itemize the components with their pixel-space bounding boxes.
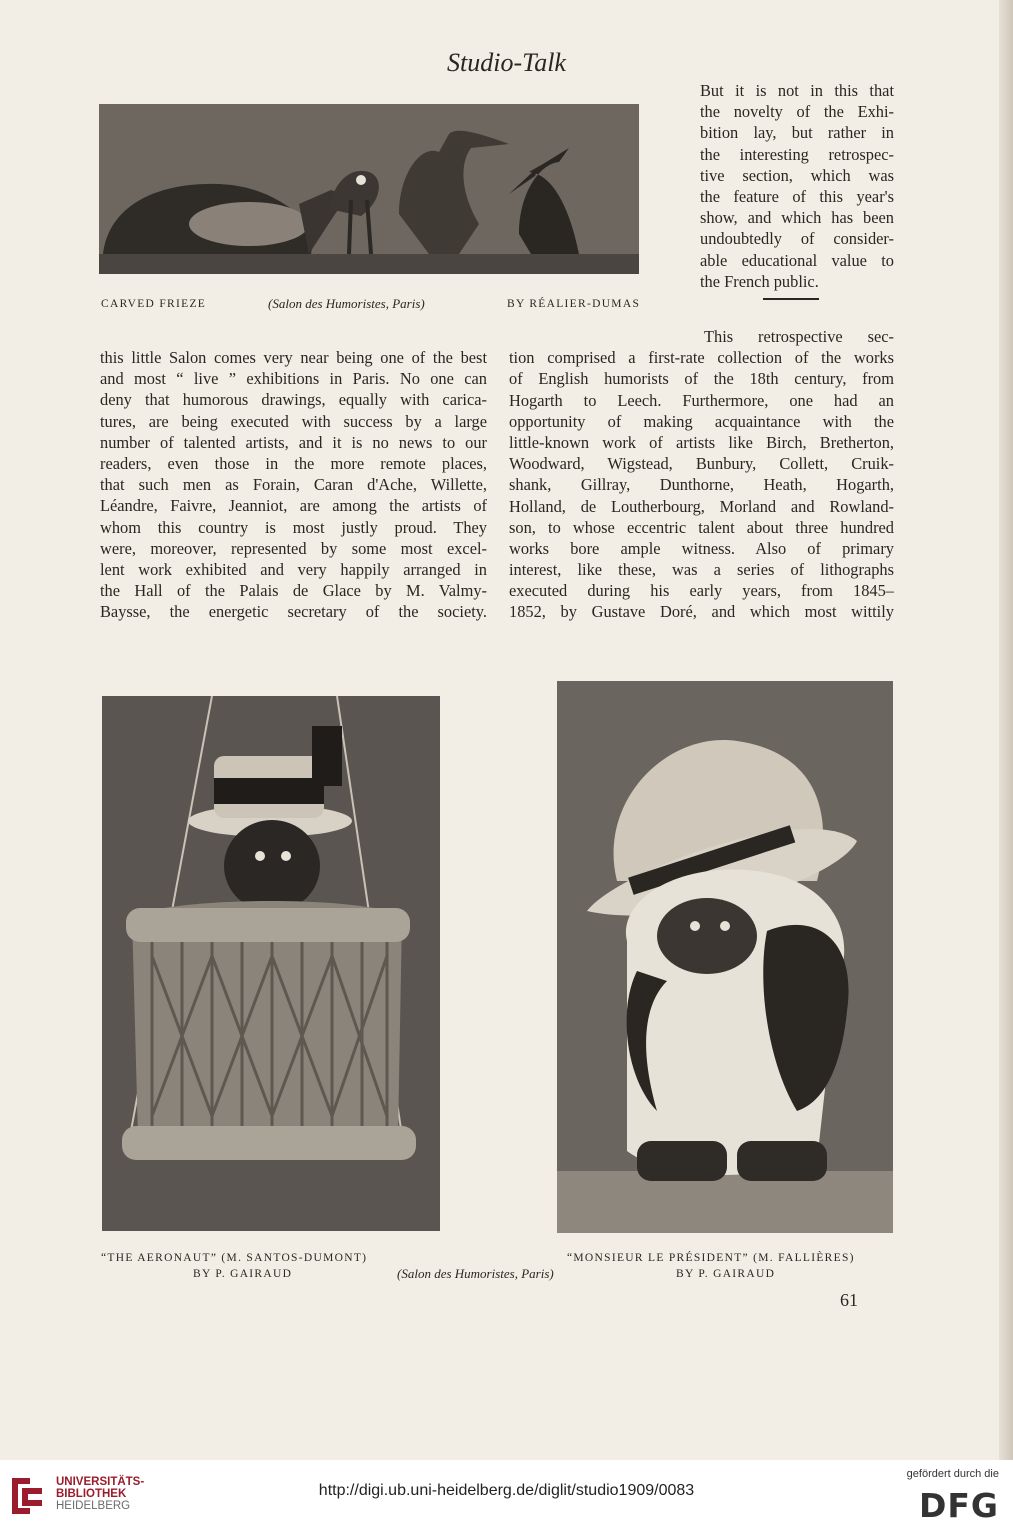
right-column-paragraph: [509, 326, 894, 623]
text-line: shank, Gillray, Dunthorne, Heath, Hogarth,: [509, 475, 894, 495]
frieze-illustration: [99, 104, 639, 274]
text-line: the feature of this year's: [700, 186, 894, 206]
text-line: tures, are being executed with success by a large: [100, 411, 487, 431]
running-head: Studio-Talk: [447, 48, 566, 77]
aeronaut-caption-artist: BY P. GAIRAUD: [193, 1268, 293, 1280]
text-line: lent work exhibited and very happily arranged in: [100, 559, 487, 579]
aeronaut-caption-title: “THE AERONAUT” (M. SANTOS-DUMONT): [101, 1252, 368, 1264]
right-intro-paragraph: [700, 80, 894, 292]
text-line: number of talented artists, and it is no news to our: [100, 432, 487, 452]
text-line: show, and which has been: [700, 208, 894, 228]
text-line: Holland, de Loutherbourg, Morland and Rowland-: [509, 496, 894, 516]
text-line: This retrospective sec-: [704, 327, 894, 346]
aeronaut-photo: [102, 696, 440, 1231]
frieze-caption-salon: (Salon des Humoristes, Paris): [268, 296, 425, 311]
president-illustration: [557, 681, 893, 1233]
text-line: little-known work of artists like Birch, Bretherton,: [509, 432, 894, 452]
text-line: that such men as Forain, Caran d'Ache, Willette,: [100, 475, 487, 495]
text-line: executed during his early years, from 1845–: [509, 581, 894, 601]
text-line: Woodward, Wigstead, Bunbury, Collett, Cruik-: [509, 454, 894, 474]
frieze-photo: [99, 104, 639, 274]
viewer-footer: [0, 1460, 1013, 1533]
text-line: tion comprised a first-rate collection of the works: [509, 348, 894, 368]
library-name-line: UNIVERSITÄTS-: [56, 1476, 145, 1488]
page-number: 61: [840, 1290, 858, 1310]
president-photo: [557, 681, 893, 1233]
text-line: the novelty of the Exhi-: [700, 102, 894, 122]
permalink-url[interactable]: http://digi.ub.uni-heidelberg.de/diglit/studio1909/0083: [318, 1482, 695, 1499]
page-edge-shadow: [999, 0, 1013, 1460]
text-line: deny that humorous drawings, equally with carica-: [100, 390, 487, 410]
text-line: But it is not in this that: [700, 81, 894, 100]
text-line: of English humorists of the 18th century, from: [509, 369, 894, 389]
text-line: Baysse, the energetic secretary of the society.: [100, 602, 487, 622]
text-line: whom this country is most justly proud. They: [100, 517, 487, 537]
aeronaut-illustration: [102, 696, 440, 1231]
president-caption-artist: BY P. GAIRAUD: [676, 1268, 776, 1280]
section-rule: [763, 298, 819, 300]
text-line: undoubtedly of consider-: [700, 229, 894, 249]
text-line: tive section, which was: [700, 165, 894, 185]
library-name-line: HEIDELBERG: [56, 1500, 131, 1512]
text-line: bition lay, but rather in: [700, 123, 894, 143]
president-caption-title: “MONSIEUR LE PRÉSIDENT” (M. FALLIÈRES): [567, 1252, 855, 1264]
text-line: opportunity of making acquaintance with the: [509, 411, 894, 431]
text-line: son, to whose eccentric talent about three hundred: [509, 517, 894, 537]
text-line: the interesting retrospec-: [700, 144, 894, 164]
library-name-line: BIBLIOTHEK: [56, 1488, 127, 1500]
text-line: the French public.: [700, 271, 819, 291]
text-line: able educational value to: [700, 250, 894, 270]
sponsor-label: gefördert durch die: [906, 1468, 999, 1480]
text-line: Hogarth to Leech. Furthermore, one had an: [509, 390, 894, 410]
text-line: Léandre, Faivre, Jeanniot, are among the artists of: [100, 496, 487, 516]
text-line: readers, even those in the more remote places,: [100, 453, 487, 473]
text-line: 1852, by Gustave Doré, and which most wittily: [509, 602, 894, 622]
text-line: and most “ live ” exhibitions in Paris. No one can: [100, 369, 487, 389]
text-line: this little Salon comes very near being one of the best: [100, 348, 487, 367]
text-line: were, moreover, represented by some most excel-: [100, 538, 487, 558]
shared-caption-salon: (Salon des Humoristes, Paris): [397, 1266, 554, 1281]
left-column-paragraph: [100, 347, 487, 622]
text-line: the Hall of the Palais de Glace by M. Valmy-: [100, 581, 487, 601]
sponsor-logo: DFG: [918, 1486, 999, 1525]
text-line: works bore ample witness. Also of primary: [509, 538, 894, 558]
text-line: interest, like these, was a series of lithographs: [509, 560, 894, 580]
frieze-caption-title: CARVED FRIEZE: [101, 298, 207, 310]
frieze-caption-artist: BY RÉALIER-DUMAS: [507, 298, 641, 310]
